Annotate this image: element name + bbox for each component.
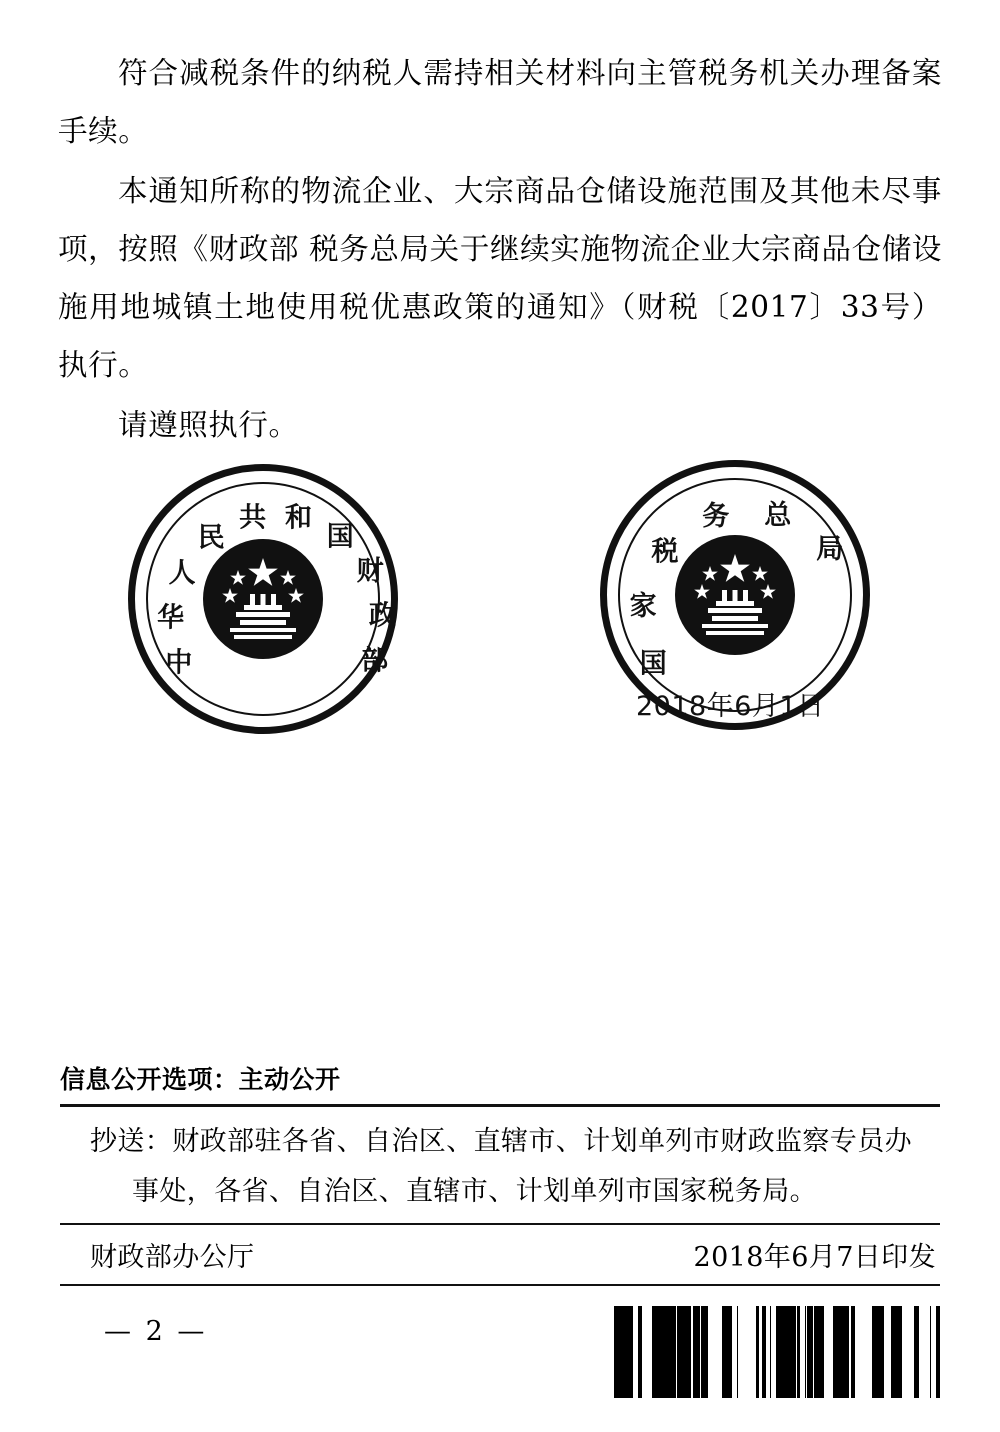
seal-ring-text-1: 中 华 人 民 共 和 国 财 政 部 bbox=[157, 502, 396, 679]
seal-date: 2018年6月1日 bbox=[636, 691, 825, 722]
disclosure-row bbox=[60, 1060, 940, 1104]
page-number: — 2 — bbox=[104, 1316, 208, 1347]
document-footer bbox=[60, 1060, 940, 1286]
document-body bbox=[58, 44, 942, 456]
paragraph-2: 本通知所称的物流企业、大宗商品仓储设施范围及其他未尽事项，按照《财政部 税务总局关于继续实施物流企业大宗商品仓储设施用地城镇土地使用税优惠政策的通知》（财税〔2017〕33号）执行。 bbox=[58, 174, 942, 382]
seal-ring-text-2: 国 家 税 务 总 局 bbox=[629, 500, 844, 680]
cc-line-2: 事处，各省、自治区、直辖市、计划单列市国家税务局。 bbox=[132, 1176, 817, 1207]
paragraph-1: 符合减税条件的纳税人需持相关材料向主管税务机关办理备案手续。 bbox=[58, 56, 942, 148]
national-emblem-icon bbox=[672, 532, 798, 658]
cc-line-1: 抄送：财政部驻各省、自治区、直辖市、计划单列市财政监察专员办 bbox=[90, 1126, 912, 1157]
national-emblem-icon bbox=[200, 536, 326, 662]
issuer-name: 财政部办公厅 bbox=[90, 1242, 255, 1273]
disclosure-value: 主动公开 bbox=[238, 1065, 341, 1094]
cc-block bbox=[60, 1107, 940, 1223]
issue-date: 2018年6月7日印发 bbox=[693, 1242, 936, 1273]
disclosure-label: 信息公开选项： bbox=[60, 1065, 239, 1094]
seal-area bbox=[0, 452, 1000, 752]
ministry-of-finance-seal bbox=[128, 464, 398, 734]
footer-rule-bottom bbox=[60, 1284, 940, 1286]
paragraph-3: 请遵照执行。 bbox=[118, 408, 299, 442]
issuer-row bbox=[60, 1225, 940, 1284]
barcode bbox=[614, 1306, 940, 1398]
